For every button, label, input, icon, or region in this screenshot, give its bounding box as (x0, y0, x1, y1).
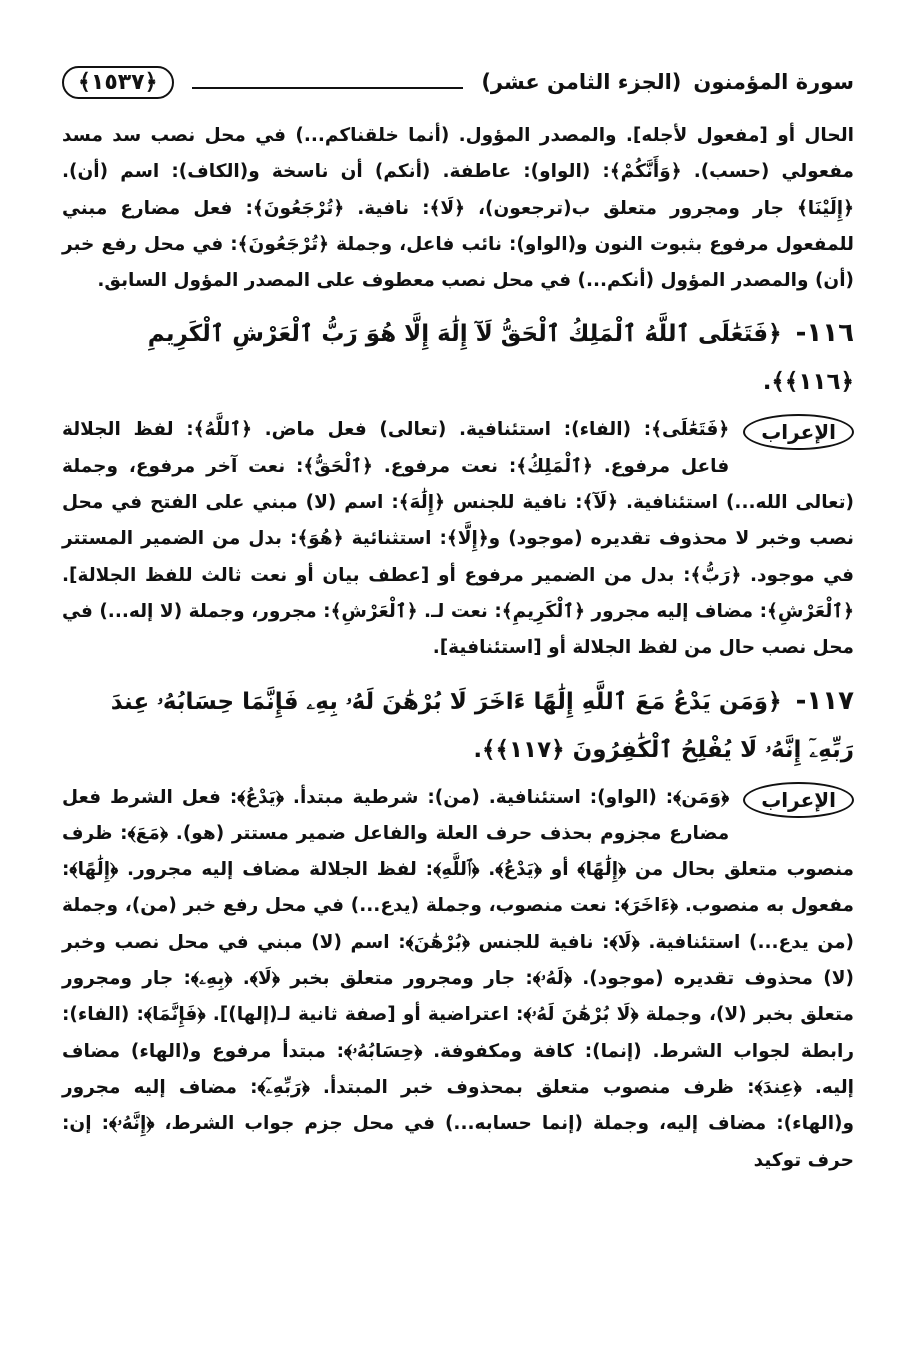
page-number: ﴿١٥٣٧﴾ (62, 66, 174, 99)
irab-paragraph: ﴿وَمَن﴾: (الواو): استئنافية. (من): شرطية مبتدأ. ﴿يَدْعُ﴾: فعل الشرط فعل مضارع مجزوم بحذف حرف العلة والفاعل ضمير مستتر (هو). ﴿مَعَ﴾: ظرف منصوب متعلق بحال من ﴿إِلَٰهًا﴾ أو ﴿يَدْعُ﴾. ﴿ٱللَّهِ﴾: لفظ الجلالة مضاف إليه مجرور. ﴿إِلَٰهًا﴾: مفعول به منصوب. ﴿ءَاخَرَ﴾: نعت منصوب، وجملة (يدع...) في محل رفع خبر (من)، وجملة (من يدع...) استئنافية. ﴿لَا﴾: نافية للجنس ﴿بُرْهَٰنَ﴾: اسم (لا) مبني في محل نصب وخبر (لا) محذوف تقديره (موجود). ﴿لَهُۥ﴾: جار ومجرور متعلق بخبر ﴿لَا﴾. ﴿بِهِۦ﴾: جار ومجرور متعلق بخبر (لا)، وجملة ﴿لَا بُرْهَٰنَ لَهُۥ﴾: اعتراضية أو [صفة ثانية لـ(إلها)]. ﴿فَإِنَّمَا﴾: (الفاء): رابطة لجواب الشرط. (إنما): كافة ومكفوفة. ﴿حِسَابُهُۥ﴾: مبتدأ مرفوع و(الهاء) مضاف إليه. ﴿عِندَ﴾: ظرف منصوب متعلق بمحذوف خبر المبتدأ. ﴿رَبِّهِۦٓ﴾: مضاف إليه مجرور و(الهاء): مضاف إليه، وجملة (إنما حسابه...) في محل جزم جواب الشرط، ﴿إِنَّهُۥ﴾: إن: حرف توكيد (62, 786, 854, 1171)
verse-number: ١١٦- (795, 318, 854, 349)
irab-block-117 (62, 780, 854, 1179)
verse-116 (62, 309, 854, 406)
verse-text: ﴿فَتَعَٰلَى ٱللَّهُ ٱلْمَلِكُ ٱلْحَقُّ لَآ إِلَٰهَ إِلَّا هُوَ رَبُّ ٱلْعَرْشِ ٱلْكَرِيمِ ﴿١١٦﴾﴾. (147, 321, 854, 396)
page-content (62, 52, 854, 1179)
irab-badge: الإعراب (743, 782, 854, 818)
verse-number: ١١٧- (795, 685, 854, 716)
irab-block-116 (62, 412, 854, 666)
surah-title: سورة المؤمنون (693, 70, 854, 94)
intro-paragraph: الحال أو [مفعول لأجله]. والمصدر المؤول. (أنما خلقناكم...) في محل نصب سد مسد مفعولي (حسب). ﴿وَأَنَّكُمْ﴾: (الواو): عاطفة. (أنكم) أن ناسخة و(الكاف): اسم (أن). ﴿إِلَيْنَا﴾ جار ومجرور متعلق ب(ترجعون)، ﴿لَا﴾: نافية. ﴿تُرْجَعُونَ﴾: فعل مضارع مبني للمفعول مرفوع بثبوت النون و(الواو): نائب فاعل، وجملة ﴿تُرْجَعُونَ﴾: في محل رفع خبر (أن) والمصدر المؤول (أنكم...) في محل نصب معطوف على المصدر المؤول السابق. (62, 125, 854, 292)
header-rule (192, 87, 464, 89)
juz-label: (الجزء الثامن عشر) (481, 70, 682, 94)
page-header (62, 52, 854, 112)
verse-117 (62, 677, 854, 774)
verse-text: ﴿وَمَن يَدْعُ مَعَ ٱللَّهِ إِلَٰهًا ءَاخَرَ لَا بُرْهَٰنَ لَهُۥ بِهِۦ فَإِنَّمَا حِسَابُهُۥ عِندَ رَبِّهِۦٓ إِنَّهُۥ لَا يُفْلِحُ ٱلْكَٰفِرُونَ ﴿١١٧﴾﴾. (110, 688, 854, 763)
irab-paragraph: ﴿فَتَعَٰلَى﴾: (الفاء): استئنافية. (تعالى) فعل ماض. ﴿ٱللَّهُ﴾: لفظ الجلالة فاعل مرفوع. ﴿ٱلْمَلِكُ﴾: نعت مرفوع. ﴿ٱلْحَقُّ﴾: نعت آخر مرفوع، وجملة (تعالى الله...) استئنافية. ﴿لَآ﴾: نافية للجنس ﴿إِلَٰهَ﴾: اسم (لا) مبني على الفتح في محل نصب وخبر لا محذوف تقديره (موجود) و﴿إِلَّا﴾: استثنائية ﴿هُوَ﴾: بدل من الضمير المستتر في موجود. ﴿رَبُّ﴾: بدل من الضمير مرفوع أو [عطف بيان أو نعت ثالث للفظ الجلالة]. ﴿ٱلْعَرْشِ﴾: مضاف إليه مجرور ﴿ٱلْكَرِيمِ﴾: نعت لـ. ﴿ٱلْعَرْشِ﴾: مجرور، وجملة (لا إله...) في محل نصب حال من لفظ الجلالة أو [استئنافية]. (62, 419, 854, 659)
irab-badge: الإعراب (743, 414, 854, 450)
